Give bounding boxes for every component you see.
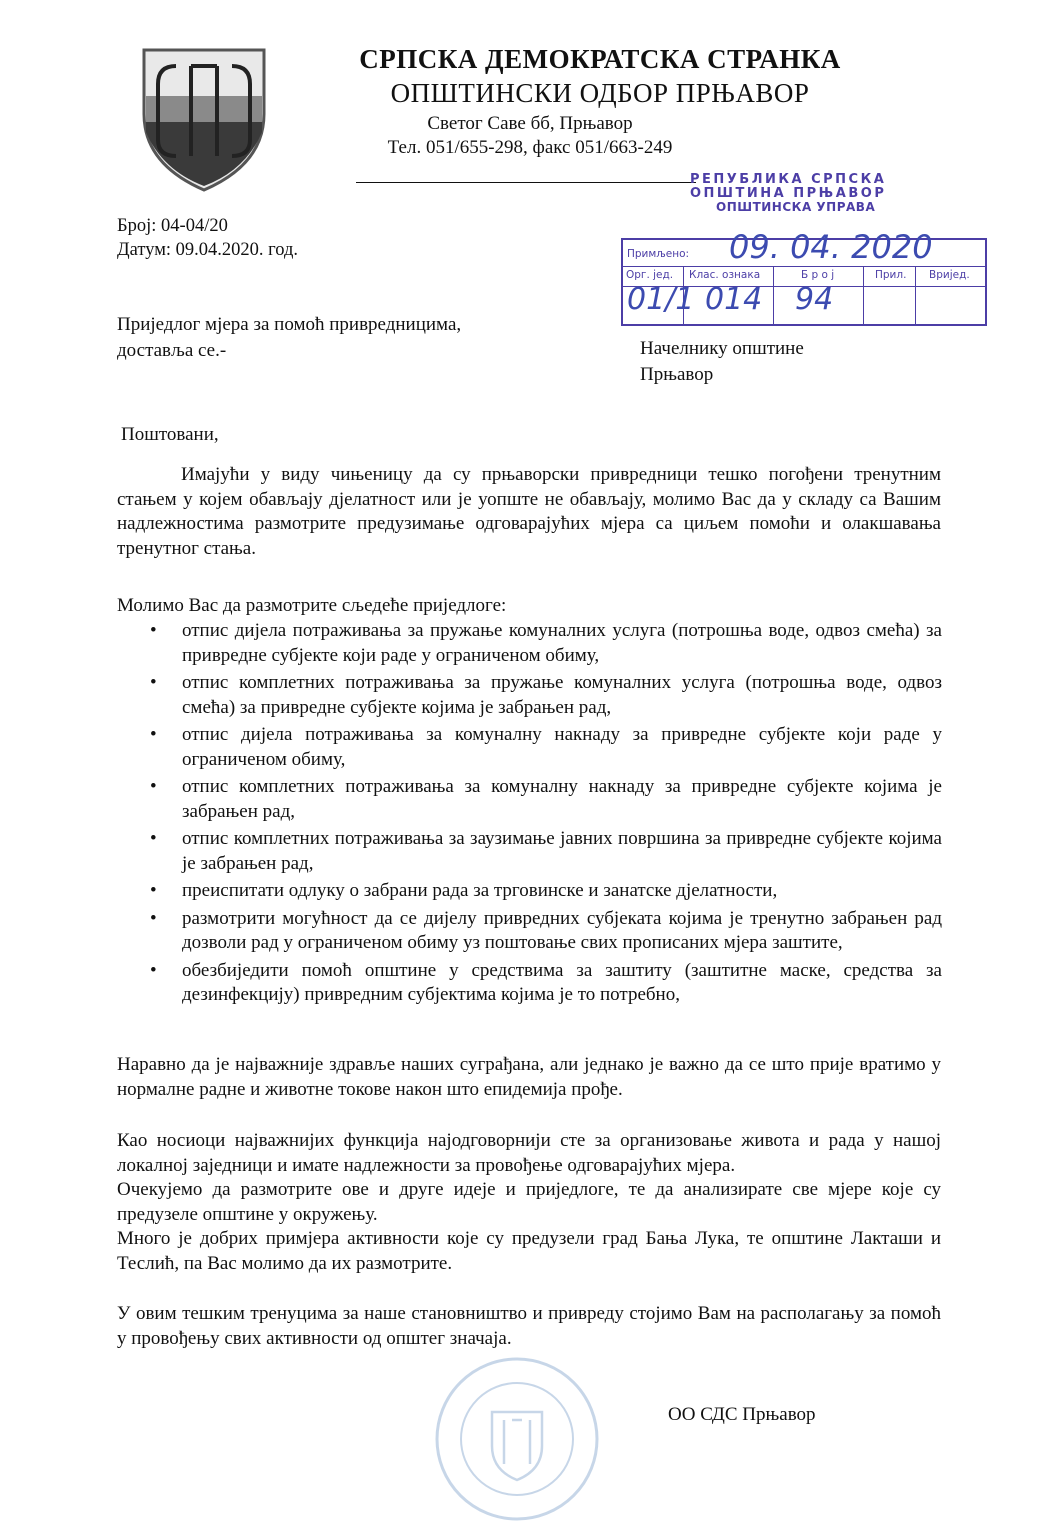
list-item: • отпис комплетних потраживања за пружање комуналних услуга (потрошња воде, одвоз смећа) за привредне субјекте којима је забрањен рад, <box>150 672 942 718</box>
proposals-intro: Молимо Вас да размотрите сљедеће приједлоге: <box>117 595 507 616</box>
party-name: СРПСКА ДЕМОКРАТСКА СТРАНКА <box>359 44 841 74</box>
addressee-line-1: Начелнику општине <box>640 338 804 359</box>
letterhead-divider <box>356 182 696 183</box>
list-item: • отпис комплетних потраживања за заузимање јавних површина за привредне субјекте којима је забрањен рад, <box>150 828 942 874</box>
list-item: • преиспитати одлуку о забрани рада за трговинске и занатске дјелатности, <box>150 880 778 901</box>
value-class: 014 <box>705 282 763 317</box>
responsibility-paragraph: Као носиоци најважнијих функција најодговорнији сте за организовање живота и рада у нашој локалној заједници и имате надлежности за провођење одговарајућих мјера. Очекујемо да размотрите ове и друге идеје и приједлоге, те да анализирате све мјере које су предузеле општине у окружењу. Много је добрих примјера активности које су предузели град Бања Лука, те општине Лакташи и Теслић, па Вас молимо да их размотрите. <box>117 1130 941 1274</box>
value-org: 01/1 <box>627 282 695 317</box>
stamp-municipality: ОПШТИНА ПРЊАВОР <box>690 186 887 201</box>
col-value: Вријед. <box>929 269 970 281</box>
received-date: 09. 04. 2020 <box>729 228 933 266</box>
list-item: • отпис дијела потраживања за пружање комуналних услуга (потрошња воде, одвоз смећа) за привредне субјекте који раде у ограниченом обиму, <box>150 620 942 666</box>
col-number: Б р о ј <box>801 269 835 281</box>
list-item: • размотрити могућност да се дијелу привредних субјеката којима је тренутно забрањен рад дозволи рад у ограниченом обиму уз поштовање свих прописаних мјера заштите, <box>150 907 942 953</box>
stamp-administration: ОПШТИНСКА УПРАВА <box>716 200 876 214</box>
list-item: • отпис дијела потраживања за комуналну накнаду за привредне субјекте који раде у ограниченом обиму, <box>150 724 942 770</box>
subject-line-2: доставља се.- <box>117 340 227 361</box>
proposals-list <box>150 619 942 1011</box>
col-org: Орг. јед. <box>626 269 674 281</box>
addressee-line-2: Прњавор <box>640 364 714 385</box>
address: Светог Саве бб, Прњавор <box>427 113 633 134</box>
document-number: Број: 04-04/20 <box>117 216 228 236</box>
stamp-republic: РЕПУБЛИКА СРПСКА <box>690 172 887 187</box>
col-attach: Прил. <box>875 269 907 281</box>
subject-line-1: Приједлог мјера за помоћ привредницима, <box>117 314 462 335</box>
signature: ОО СДС Прњавор <box>668 1404 816 1425</box>
health-paragraph: Наравно да је најважније здравље наших суграђана, али једнако је важно да се што прије вратимо у нормалне радне и животне токове након што епидемија прође. <box>117 1054 941 1100</box>
registry-stamp <box>621 228 987 326</box>
value-number: 94 <box>795 282 834 317</box>
list-item: • обезбиједити помоћ општине у средствима за заштиту (заштитне маске, средства за дезинфекцију) привредним субјектима којима је то потребно, <box>150 959 942 1005</box>
contact-line: Тел. 051/655-298, факс 051/663-249 <box>387 137 673 158</box>
intro-paragraph: Имајући у виду чињеницу да су прњаворски привредници тешко погођени тренутним стањем у којем обављају дјелатност или је уопште не обављају, молимо Вас да у складу са Вашим надлежностима размотрите предузимање одговарајућих мјера са циљем помоћи и олакшавања тренутног стања. <box>117 464 941 559</box>
party-logo-icon <box>136 44 272 194</box>
list-item: • отпис комплетних потраживања за комуналну накнаду за привредне субјекте којима је забрањен рад, <box>150 776 942 822</box>
received-label: Примљено: <box>627 248 690 260</box>
col-class: Клас. ознака <box>689 269 761 281</box>
board-name: ОПШТИНСКИ ОДБОР ПРЊАВОР <box>390 78 810 108</box>
document-date: Датум: 09.04.2020. год. <box>117 240 299 260</box>
greeting: Поштовани, <box>121 424 219 445</box>
closing-paragraph: У овим тешким тренуцима за наше становништво и привреду стојимо Вам на располагању за помоћ у провођењу свих активности од општег значаја. <box>117 1303 941 1349</box>
party-seal-icon <box>432 1354 602 1524</box>
